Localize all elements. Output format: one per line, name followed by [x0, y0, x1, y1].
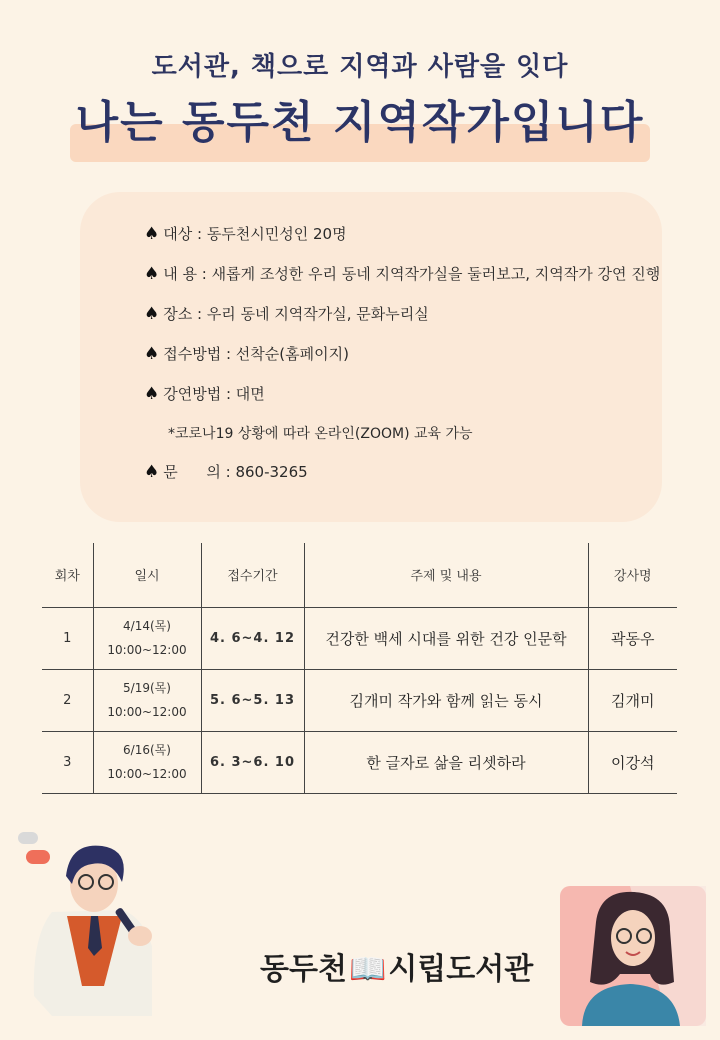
- row-time: 10:00~12:00: [107, 705, 187, 719]
- speech-bubble-gray-icon: [18, 832, 38, 844]
- author-illustration: [560, 886, 706, 1026]
- row-period: 4. 6~4. 12: [201, 607, 304, 669]
- book-icon: 📖: [348, 952, 387, 987]
- header-no: 회차: [42, 543, 93, 607]
- row-period: 6. 3~6. 10: [201, 731, 304, 793]
- info-content: ♠ 내 용 : 새롭게 조성한 우리 동네 지역작가실을 둘러보고, 지역작가 강연 진행: [144, 264, 661, 284]
- row-date: 5/19(목): [123, 681, 171, 695]
- info-note: *코로나19 상황에 따라 온라인(ZOOM) 교육 가능: [168, 426, 473, 442]
- row-datetime: [93, 669, 201, 731]
- row-speaker: 김개미: [588, 669, 677, 731]
- library-logo: 동두천📖시립도서관: [260, 952, 534, 987]
- info-method: ♠ 강연방법 : 대면: [144, 384, 265, 404]
- info-place: ♠ 장소 : 우리 동네 지역작가실, 문화누리실: [144, 304, 429, 324]
- header-topic: 주제 및 내용: [304, 543, 588, 607]
- row-topic: 김개미 작가와 함께 읽는 동시: [304, 669, 588, 731]
- lecturer-illustration: [12, 826, 182, 1026]
- row-topic: 건강한 백세 시대를 위한 건강 인문학: [304, 607, 588, 669]
- row-speaker: 이강석: [588, 731, 677, 793]
- row-date: 4/14(목): [123, 619, 171, 633]
- spade-icon: ♠: [144, 224, 160, 244]
- table-header-row: [42, 543, 677, 607]
- spade-icon: ♠: [144, 384, 160, 404]
- header-speaker: 강사명: [588, 543, 677, 607]
- row-no: 3: [42, 731, 93, 793]
- row-time: 10:00~12:00: [107, 767, 187, 781]
- contact-phone: 860-3265: [235, 463, 308, 481]
- spade-icon: ♠: [144, 462, 160, 482]
- info-target: ♠ 대상 : 동두천시민성인 20명: [144, 224, 347, 244]
- table-row: [42, 731, 677, 793]
- header-date: 일시: [93, 543, 201, 607]
- row-time: 10:00~12:00: [107, 643, 187, 657]
- info-contact: ♠ 문 의 : 860-3265: [144, 462, 308, 482]
- row-period: 5. 6~5. 13: [201, 669, 304, 731]
- row-datetime: [93, 731, 201, 793]
- row-no: 2: [42, 669, 93, 731]
- speech-bubble-red-icon: [26, 850, 50, 864]
- row-date: 6/16(목): [123, 743, 171, 757]
- row-speaker: 곽동우: [588, 607, 677, 669]
- poster-title: 나는 동두천 지역작가입니다: [75, 97, 645, 148]
- row-no: 1: [42, 607, 93, 669]
- info-apply: ♠ 접수방법 : 선착순(홈페이지): [144, 344, 349, 364]
- row-topic: 한 글자로 삶을 리셋하라: [304, 731, 588, 793]
- spade-icon: ♠: [144, 304, 160, 324]
- schedule-table: [42, 543, 677, 794]
- spade-icon: ♠: [144, 344, 160, 364]
- poster-subtitle: 도서관, 책으로 지역과 사람을 잇다: [151, 52, 569, 82]
- hand-shape: [128, 926, 152, 946]
- spade-icon: ♠: [144, 264, 160, 284]
- header-period: 접수기간: [201, 543, 304, 607]
- row-datetime: [93, 607, 201, 669]
- table-row: [42, 607, 677, 669]
- table-row: [42, 669, 677, 731]
